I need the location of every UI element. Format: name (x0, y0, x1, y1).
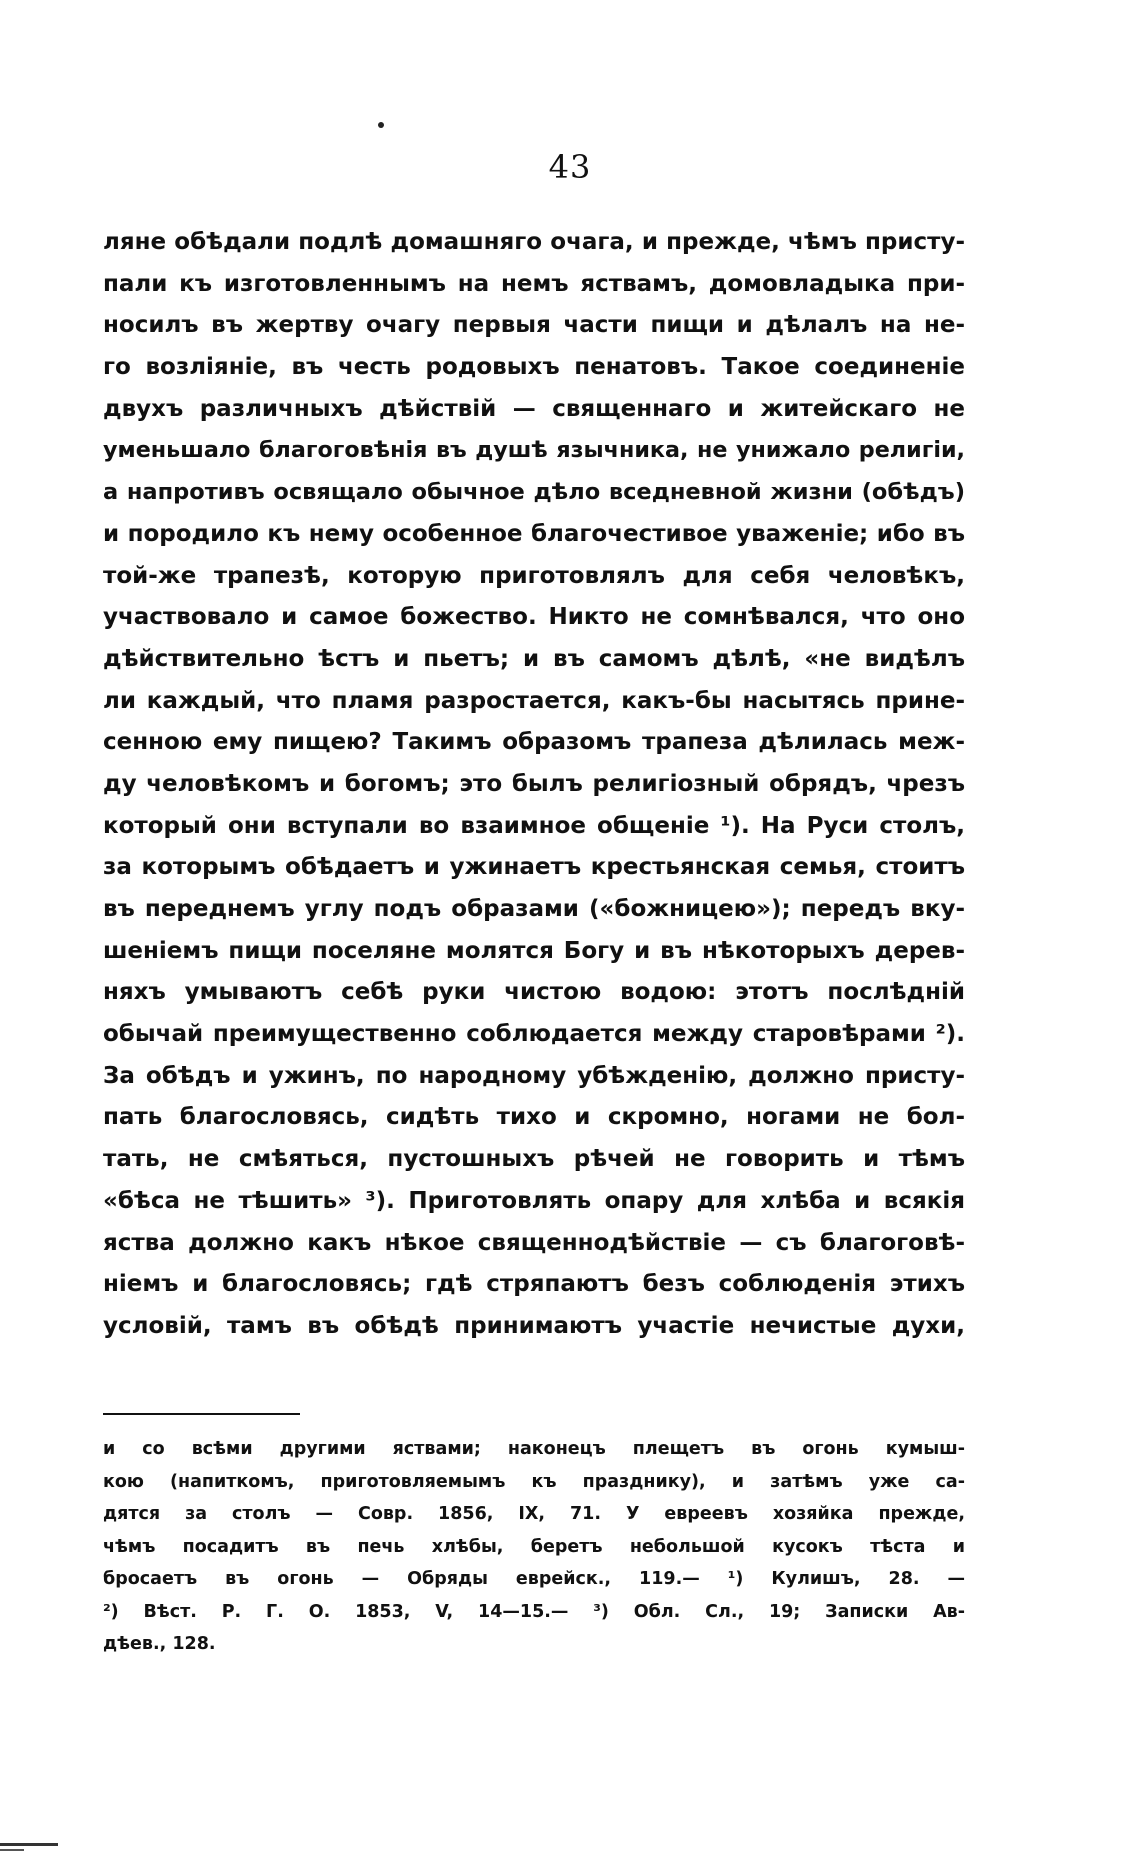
body-line: участвовало и самое божество. Никто не сомнѣвался, что оно (103, 604, 965, 631)
body-line: обычай преимущественно соблюдается между старовѣрами ²). (103, 1021, 965, 1048)
body-line: а напротивъ освящало обычное дѣло вседневной жизни (обѣдъ) (103, 479, 965, 506)
footnote-line: ²) Вѣст. Р. Г. О. 1853, V, 14—15.— ³) Обл. Сл., 19; Записки Ав- (103, 1601, 965, 1622)
body-line: «бѣса не тѣшить» ³). Приготовлять опару для хлѣба и всякія (103, 1187, 965, 1214)
body-line: тать, не смѣяться, пустошныхъ рѣчей не говорить и тѣмъ (103, 1146, 965, 1173)
body-line: шеніемъ пищи поселяне молятся Богу и въ нѣкоторыхъ дерев- (103, 937, 965, 964)
body-line: ляне обѣдали подлѣ домашняго очага, и прежде, чѣмъ присту- (103, 229, 965, 255)
body-line: двухъ различныхъ дѣйствій — священнаго и житейскаго не (103, 395, 965, 422)
body-line: носилъ въ жертву очагу первыя части пищи и дѣлалъ на не- (103, 312, 965, 339)
body-line: го возліяніе, въ честь родовыхъ пенатовъ. Такое соединеніе (103, 354, 965, 381)
body-line: въ переднемъ углу подъ образами («божницею»); передъ вку- (103, 896, 965, 922)
body-line: ли каждый, что пламя разростается, какъ-бы насытясь прине- (103, 687, 965, 714)
footnote-line: кою (напиткомъ, приготовляемымъ къ празднику), и затѣмъ уже са- (103, 1471, 965, 1492)
body-line: дѣйствительно ѣстъ и пьетъ; и въ самомъ дѣлѣ, «не видѣлъ (103, 645, 965, 672)
body-line: пать благословясь, сидѣть тихо и скромно, ногами не бол- (103, 1104, 965, 1131)
body-line: яства должно какъ нѣкое священнодѣйствіе — съ благоговѣ- (103, 1229, 965, 1256)
body-line: который они вступали во взаимное общеніе ¹). На Руси столъ, (103, 812, 965, 839)
footnote-line: дѣев., 128. (103, 1634, 216, 1654)
scan-edge-mark (0, 1849, 24, 1851)
body-line: пали къ изготовленнымъ на немъ яствамъ, домовладыка при- (103, 270, 965, 297)
footnote-line: и со всѣми другими яствами; наконецъ плещетъ въ огонь кумыш- (103, 1439, 965, 1459)
footnote-divider (103, 1413, 300, 1415)
body-text (103, 222, 965, 1348)
scan-edge-mark (0, 1843, 58, 1846)
body-line: сенною ему пищею? Такимъ образомъ трапеза дѣлилась меж- (103, 729, 965, 756)
body-line: ніемъ и благословясь; гдѣ стряпаютъ безъ соблюденія этихъ (103, 1271, 965, 1298)
footnote-line: бросаетъ въ огонь — Обряды еврейск., 119.— ¹) Кулишъ, 28. — (103, 1569, 965, 1589)
body-line: няхъ умываютъ себѣ руки чистою водою: этотъ послѣдній (103, 979, 965, 1006)
page-number: 43 (548, 148, 592, 186)
ink-speck (378, 122, 384, 128)
body-line: ду человѣкомъ и богомъ; это былъ религіозный обрядъ, чрезъ (103, 770, 965, 797)
body-line: за которымъ обѣдаетъ и ужинаетъ крестьянская семья, стоитъ (103, 854, 965, 881)
footnotes (103, 1433, 965, 1661)
body-line: и породило къ нему особенное благочестивое уваженіе; ибо въ (103, 520, 965, 547)
body-line: За обѣдъ и ужинъ, по народному убѣжденію, должно присту- (103, 1062, 965, 1089)
body-line: условій, тамъ въ обѣдѣ принимаютъ участіе нечистые духи, (103, 1312, 965, 1339)
footnote-line: дятся за столъ — Совр. 1856, IX, 71. У евреевъ хозяйка прежде, (103, 1504, 965, 1524)
footnote-line: чѣмъ посадитъ въ печь хлѣбы, беретъ небольшой кусокъ тѣста и (103, 1536, 965, 1557)
body-line: той-же трапезѣ, которую приготовлялъ для себя человѣкъ, (103, 562, 965, 589)
body-line: уменьшало благоговѣнія въ душѣ язычника, не унижало религіи, (103, 437, 965, 464)
